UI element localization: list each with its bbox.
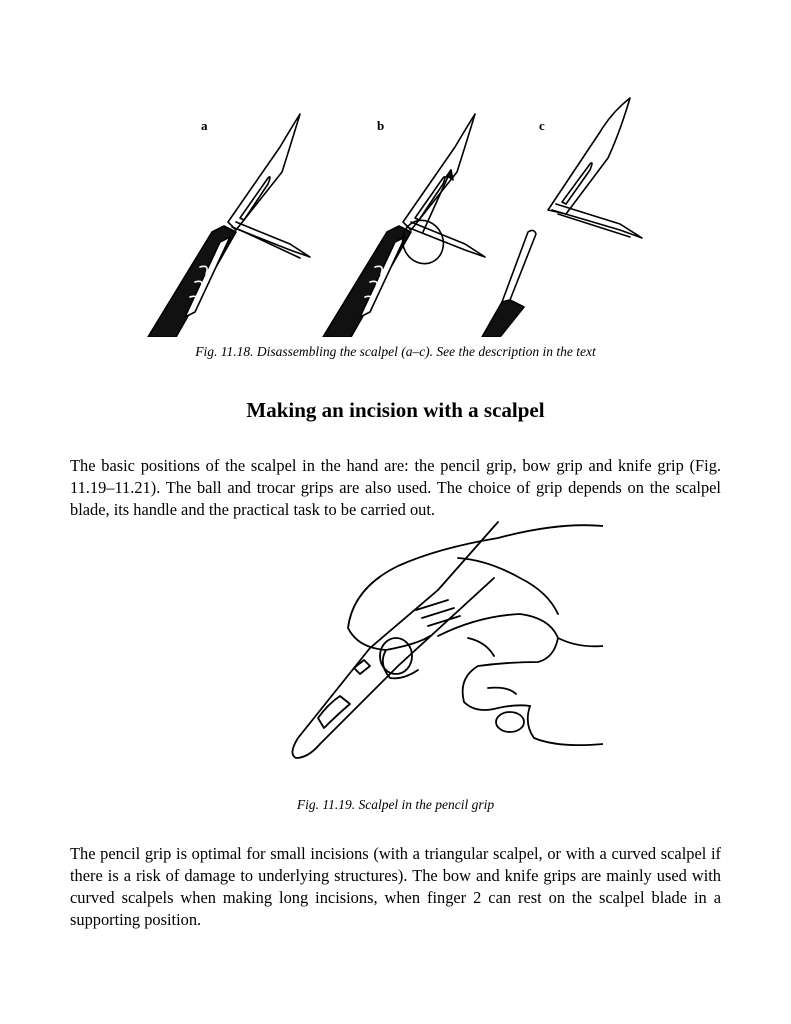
figure-caption-11-19: Fig. 11.19. Scalpel in the pencil grip: [296, 797, 495, 812]
figure-pencil-grip: [258, 518, 603, 776]
figure-label-c: c: [539, 118, 545, 133]
body-paragraph-1: The basic positions of the scalpel in the hand are: the pencil grip, bow grip and knife grip (Fig. 11.19–11.21). The ball and trocar grips are also used. The choice of grip depends on the scalpel blade, its handle and the practical task to be carried out.: [70, 456, 721, 519]
figure-label-b: b: [377, 118, 385, 133]
figure-label-a: a: [201, 118, 208, 133]
figure-disassembling-scalpel: [140, 92, 660, 337]
body-paragraph-2: The pencil grip is optimal for small incisions (with a triangular scalpel, or with a curved scalpel if there is a risk of damage to underlying structures). The bow and knife grips are mainly used with curved scalpels when making long incisions, when finger 2 can rest on the scalpel blade in a supporting position.: [70, 844, 721, 929]
scalpel-disassembly-illustration: [140, 92, 660, 337]
scalpel-c-drawing: [482, 98, 642, 337]
scalpel-b-drawing: [323, 114, 485, 337]
scalpel-a-drawing: [148, 114, 310, 337]
section-heading: Making an incision with a scalpel: [246, 398, 545, 422]
pencil-grip-illustration: [258, 518, 603, 776]
figure-caption-11-18: Fig. 11.18. Disassembling the scalpel (a–c). See the description in the text: [195, 344, 596, 359]
